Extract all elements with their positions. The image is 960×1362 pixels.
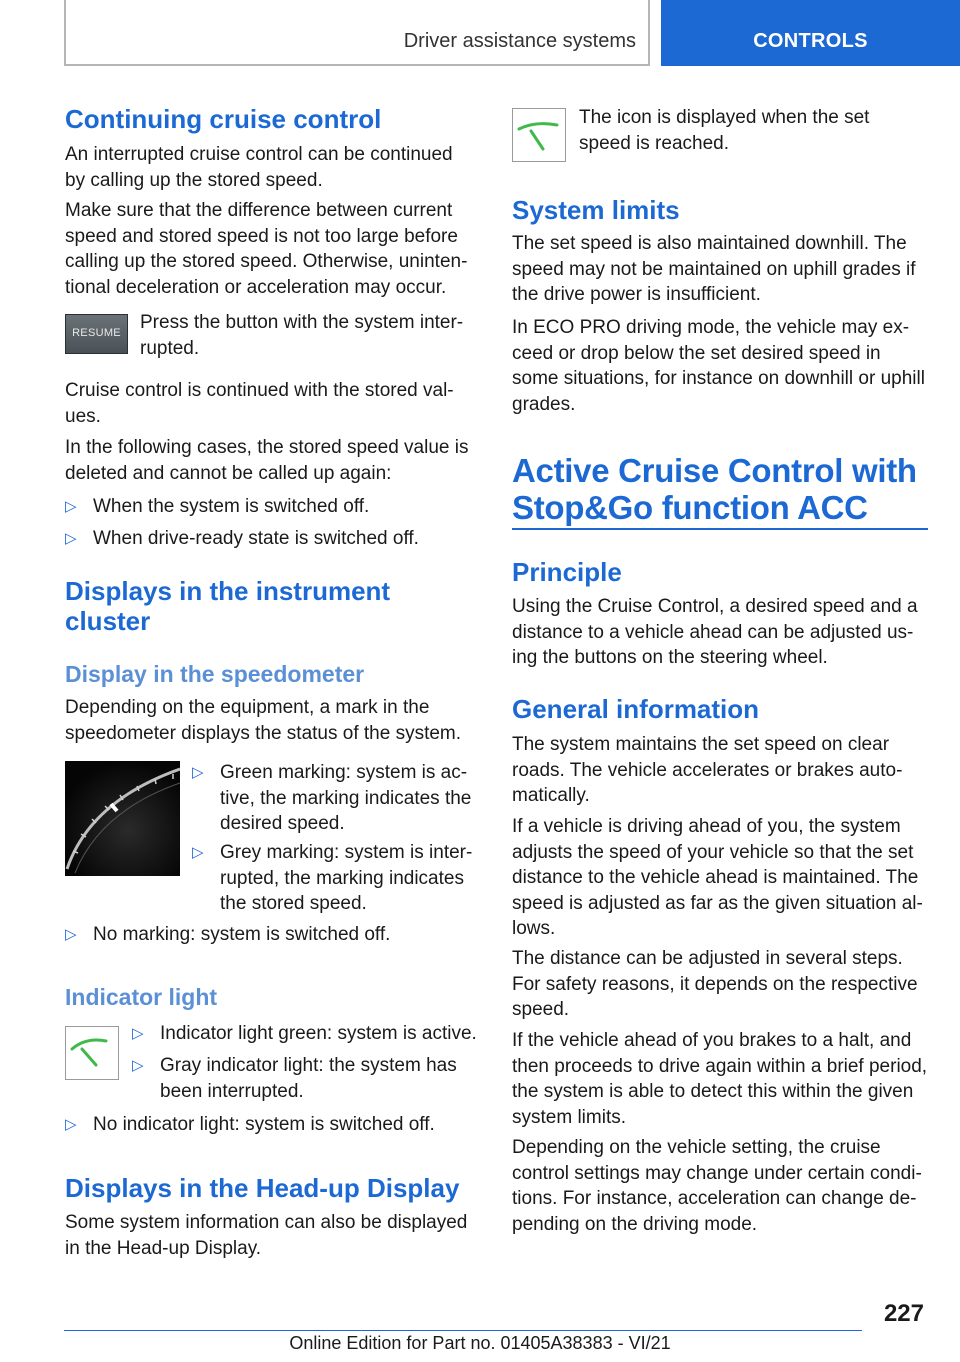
chapter-title: CONTROLS (753, 30, 868, 52)
paragraph: The system maintains the set speed on clear roads. The vehicle accelerates or brakes auto‐matically. (512, 734, 903, 806)
heading-indicator-light: Indicator light (65, 984, 218, 1010)
list-item: ▷ When the system is switched off. (65, 494, 475, 520)
heading-hud: Displays in the Head-up Display (65, 1173, 460, 1203)
footer-edition: Online Edition for Part no. 01405A38383 - VI/21 (289, 1333, 671, 1353)
section-tab (64, 0, 650, 66)
section-title: Driver assistance systems (403, 30, 636, 52)
triangle-bullet-icon: ▷ (65, 1116, 77, 1133)
resume-button-icon (65, 314, 128, 354)
list-item: ▷ No indicator light: system is switched off. (65, 1112, 475, 1138)
chapter-tab[interactable] (661, 0, 960, 66)
speedometer-image (65, 761, 180, 876)
heading-general-info: General information (512, 694, 760, 724)
paragraph: Cruise control is continued with the stored val‐ues. (65, 380, 454, 427)
triangle-bullet-icon: ▷ (192, 844, 204, 861)
list-item: ▷ Grey marking: system is inter‐rupted, the marking indicates the stored speed. (192, 842, 473, 914)
heading-continuing-cruise: Continuing cruise control (65, 104, 382, 134)
paragraph: Using the Cruise Control, a desired speed and a distance to a vehicle ahead can be adjusted us‐ing the buttons on the steering wheel. (512, 596, 918, 668)
page-header (64, 0, 960, 66)
paragraph: If the vehicle ahead of you brakes to a halt, and then proceeds to drive again within a brief period, the system is able to detect this within the given system limits. (512, 1030, 928, 1128)
heading-system-limits: System limits (512, 195, 680, 225)
triangle-bullet-icon: ▷ (65, 926, 77, 943)
list-item: ▷ No marking: system is switched off. (65, 922, 475, 948)
paragraph: Make sure that the difference between current speed and stored speed is not too large before calling up the stored speed. Otherwise, uninten‐tional deceleration or acceleration may occur. (65, 200, 468, 298)
list-item: ▷ Green marking: system is ac‐tive, the marking indicates the desired speed. (192, 762, 472, 834)
paragraph: The set speed is also maintained downhill. The speed may not be maintained on uphill grades if the drive power is insufficient. (512, 233, 916, 305)
paragraph: Some system information can also be displayed in the Head-up Display. (65, 1212, 468, 1259)
resume-label: RESUME (72, 327, 121, 339)
paragraph: Press the button with the system inter‐rupted. (140, 312, 464, 359)
triangle-bullet-icon: ▷ (65, 498, 77, 515)
paragraph: In the following cases, the stored speed value is deleted and cannot be called up again: (65, 437, 469, 484)
triangle-bullet-icon: ▷ (132, 1057, 144, 1074)
list-item: ▷ When drive-ready state is switched off. (65, 526, 475, 552)
paragraph: Depending on the vehicle setting, the cruise control settings may change under certain condi‐tions. For instance, acceleration can change de‐pending on the driving mode. (512, 1137, 922, 1235)
paragraph: An interrupted cruise control can be continued by calling up the stored speed. (65, 144, 453, 191)
heading-acc: Active Cruise Control with Stop&Go function ACC (512, 452, 917, 526)
triangle-bullet-icon: ▷ (65, 530, 77, 547)
heading-displays-cluster: Displays in the instrument cluster (65, 576, 391, 636)
triangle-bullet-icon: ▷ (192, 764, 204, 781)
paragraph: Depending on the equipment, a mark in the speedometer displays the status of the system. (65, 697, 462, 744)
page-number: 227 (883, 1300, 924, 1327)
footer-rule (64, 1330, 862, 1331)
triangle-bullet-icon: ▷ (132, 1025, 144, 1042)
heading-speedometer: Display in the speedometer (65, 661, 365, 687)
paragraph: In ECO PRO driving mode, the vehicle may ex‐ceed or drop below the set desired speed in some situations, for instance on downhill or uphill grades. (512, 317, 925, 415)
list-item: ▷ Gray indicator light: the system has been interrupted. (132, 1055, 457, 1102)
indicator-light-icon (65, 1026, 119, 1080)
set-speed-reached-icon (512, 108, 566, 162)
heading-principle: Principle (512, 557, 622, 587)
speedometer-arc-icon (65, 761, 180, 876)
paragraph: The icon is displayed when the set speed is reached. (579, 107, 870, 154)
list-item: ▷ Indicator light green: system is active. (132, 1021, 477, 1047)
paragraph: The distance can be adjusted in several steps. For safety reasons, it depends on the respective speed. (512, 948, 918, 1020)
paragraph: If a vehicle is driving ahead of you, the system adjusts the speed of your vehicle so that the set distance to the vehicle ahead is maintained. The speed is adjusted as far as the given situation al‐lows. (512, 816, 923, 939)
heading-underline (512, 528, 928, 530)
